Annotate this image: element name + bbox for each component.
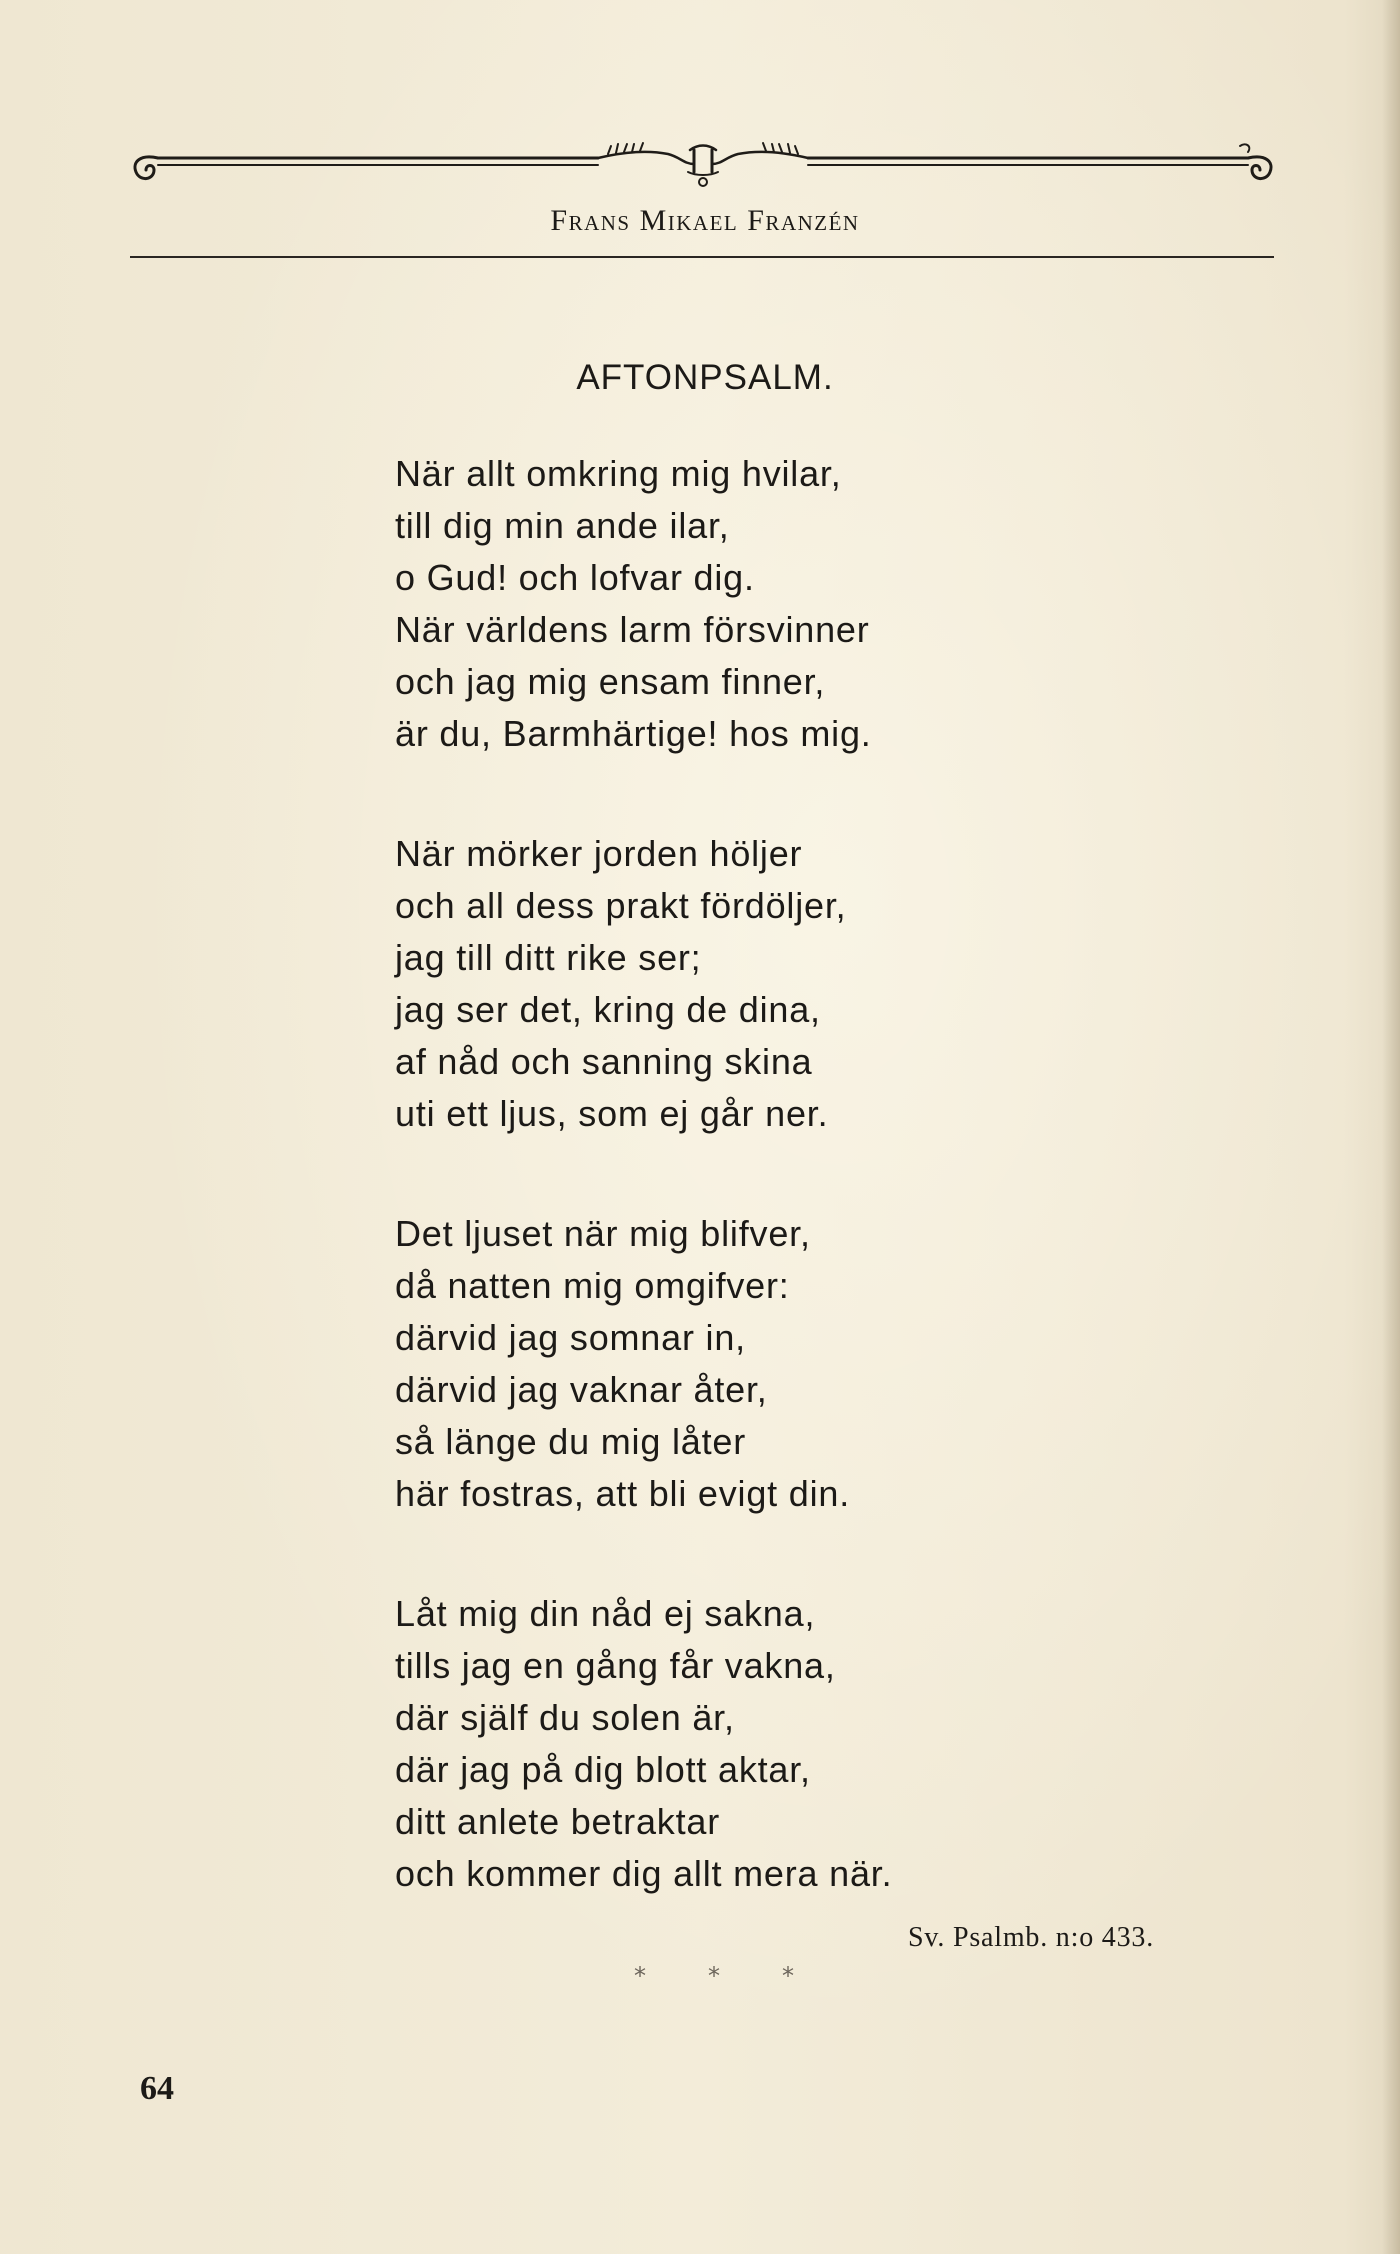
header-ornament: [128, 132, 1278, 196]
poem-line: där jag på dig blott aktar,: [395, 1749, 811, 1790]
poem-line: och kommer dig allt mera när.: [395, 1853, 893, 1894]
page-number: 64: [140, 2070, 174, 2107]
poem-line: När allt omkring mig hvilar,: [395, 453, 842, 494]
poem-line: Låt mig din nåd ej sakna,: [395, 1593, 816, 1634]
poem-line: o Gud! och lofvar dig.: [395, 557, 755, 598]
poem-line: och jag mig ensam finner,: [395, 661, 826, 702]
poem-line: och all dess prakt fördöljer,: [395, 885, 847, 926]
poem-line: När världens larm försvinner: [395, 609, 870, 650]
poem-line: är du, Barmhärtige! hos mig.: [395, 713, 872, 754]
asterisk: *: [782, 1962, 794, 1990]
poem-line: Det ljuset när mig blifver,: [395, 1213, 811, 1254]
running-head: Frans Mikael Franzén: [550, 204, 860, 237]
poem-line: så länge du mig låter: [395, 1421, 746, 1462]
section-separator: [634, 1962, 794, 1990]
poem-line: då natten mig omgifver:: [395, 1265, 790, 1306]
poem-line: jag ser det, kring de dina,: [395, 989, 821, 1030]
poem-line: jag till ditt rike ser;: [395, 937, 702, 978]
stanza-4: [395, 1588, 1115, 1900]
poem-line: här fostras, att bli evigt din.: [395, 1473, 851, 1514]
poem-line: ditt anlete betraktar: [395, 1801, 720, 1842]
page-edge-shadow: [1382, 0, 1400, 2254]
poem-line: uti ett ljus, som ej går ner.: [395, 1093, 829, 1134]
stanza-1: [395, 448, 1115, 760]
poem-title: AFTONPSALM.: [576, 358, 834, 397]
stanza-2: [395, 828, 1115, 1140]
hymn-source: Sv. Psalmb. n:o 433.: [908, 1922, 1154, 1953]
poem-line: När mörker jorden höljer: [395, 833, 803, 874]
asterisk: *: [634, 1962, 646, 1990]
header-rule: [130, 256, 1274, 258]
asterisk: *: [708, 1962, 720, 1990]
poem-line: därvid jag somnar in,: [395, 1317, 746, 1358]
poem-line: tills jag en gång får vakna,: [395, 1645, 836, 1686]
poem-body: [395, 448, 1115, 1968]
poem-line: af nåd och sanning skina: [395, 1041, 813, 1082]
stanza-3: [395, 1208, 1115, 1520]
poem-line: därvid jag vaknar åter,: [395, 1369, 768, 1410]
poem-line: till dig min ande ilar,: [395, 505, 730, 546]
poem-line: där själf du solen är,: [395, 1697, 735, 1738]
